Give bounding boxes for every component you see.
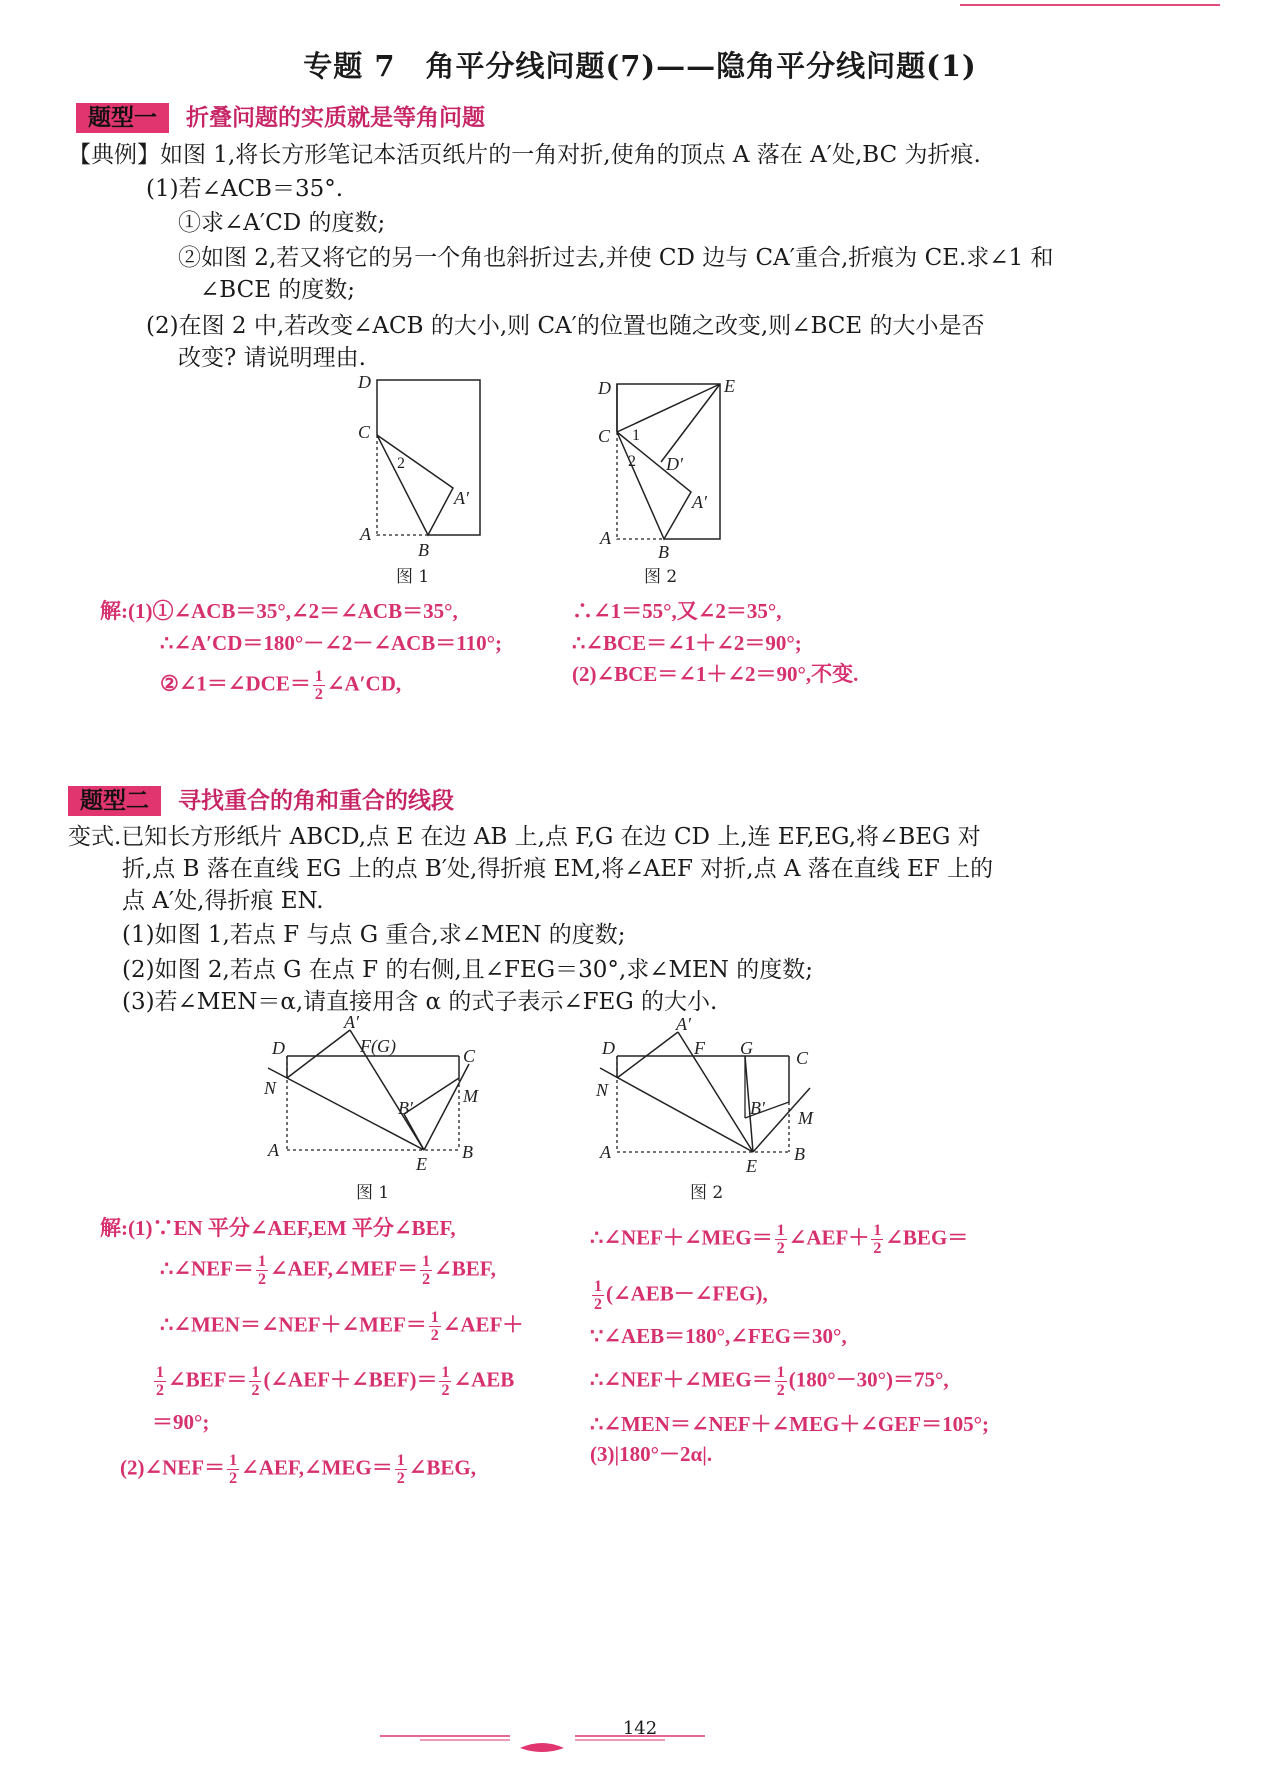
v-fig1-label: M	[463, 1086, 478, 1106]
fig2-label: 1	[632, 427, 640, 444]
page-title: 专题 7 角平分线问题(7)——隐角平分线问题(1)	[303, 49, 977, 83]
fig1-caption: 图 1	[396, 567, 430, 587]
figure-2-fold	[594, 370, 764, 570]
v-fig2-label: A	[600, 1142, 611, 1162]
s2-line: (2)如图 2,若点 G 在点 F 的右侧,且∠FEG＝30°,求∠MEN 的度数;	[122, 957, 813, 983]
s2-line: (1)如图 1,若点 F 与点 G 重合,求∠MEN 的度数;	[122, 922, 626, 948]
v-fig2-label: D	[602, 1038, 615, 1058]
s2-solution-line: (2)∠NEF＝ $\frac{1}{2}$ ∠AEF,∠MEG＝ $\frac{1}{2}$ ∠BEG,	[120, 1452, 476, 1487]
s2-line: (3)若∠MEN＝α,请直接用含 α 的式子表示∠FEG 的大小.	[122, 989, 718, 1015]
section2-heading: 寻找重合的角和重合的线段	[178, 787, 454, 814]
s1-line: (1)若∠ACB＝35°.	[146, 176, 344, 202]
s1-line: 【典例】如图 1,将长方形笔记本活页纸片的一角对折,使角的顶点 A 落在 A′处,BC 为折痕.	[68, 142, 981, 168]
v-fig2-label: C	[796, 1048, 809, 1068]
s1-solution-line: 解:(1)①∠ACB＝35°,∠2＝∠ACB＝35°,	[100, 599, 458, 623]
s1-line: 改变? 请说明理由.	[178, 345, 366, 371]
s2-solution-line: ∴∠MEN＝∠NEF＋∠MEF＝ $\frac{1}{2}$ ∠AEF＋	[160, 1309, 524, 1344]
s2-solution-line: 解:(1)∵EN 平分∠AEF,EM 平分∠BEF,	[100, 1216, 456, 1240]
fig2-label: B	[658, 542, 669, 562]
s2-solution-line: ∴∠NEF＋∠MEG＝ $\frac{1}{2}$ ∠AEF＋ $\frac{1}{2}$ ∠BEG＝	[590, 1222, 969, 1257]
v-fig2-label: B′	[750, 1098, 765, 1118]
v-fig2-label: E	[746, 1156, 757, 1176]
section2-badge: 题型二	[68, 786, 161, 816]
v-fig1-label: N	[264, 1078, 277, 1098]
s1-line: ①求∠A′CD 的度数;	[178, 210, 386, 236]
figure-2-variant	[590, 1014, 830, 1178]
fig2-label: 2	[628, 453, 636, 470]
s2-solution-line: (3)|180°－2α|.	[590, 1442, 713, 1466]
v-fig2-label: A′	[676, 1014, 691, 1034]
s2-solution-line: $\frac{1}{2}$ (∠AEB－∠FEG),	[594, 1278, 768, 1313]
v-fig1-caption: 图 1	[356, 1183, 390, 1203]
s2-solution-line: ∵∠AEB＝180°,∠FEG＝30°,	[590, 1324, 847, 1348]
s2-solution-line: ∴∠NEF＝ $\frac{1}{2}$ ∠AEF,∠MEF＝ $\frac{1}{2}$ ∠BEF,	[160, 1253, 496, 1288]
s2-line: 变式.已知长方形纸片 ABCD,点 E 在边 AB 上,点 F,G 在边 CD 上,连 EF,EG,将∠BEG 对	[68, 824, 981, 850]
s2-solution-line: ∴∠MEN＝∠NEF＋∠MEG＋∠GEF＝105°;	[590, 1412, 989, 1436]
s1-solution-line: ∴∠1＝55°,又∠2＝35°,	[572, 599, 782, 623]
v-fig2-caption: 图 2	[690, 1183, 724, 1203]
fig1-label: B	[418, 540, 429, 560]
fig1-label: D	[358, 372, 371, 392]
v-fig1-label: B′	[398, 1098, 413, 1118]
v-fig1-label: E	[416, 1154, 427, 1174]
fig1-label: C	[358, 422, 371, 442]
v-fig1-label: C	[463, 1046, 476, 1066]
figure-1-variant	[256, 1012, 496, 1178]
s1-solution-line: ②∠1＝∠DCE＝ $\frac{1}{2}$ ∠A′CD,	[160, 668, 402, 703]
s2-solution-line: $\frac{1}{2}$ ∠BEF＝ $\frac{1}{2}$ (∠AEF＋∠BEF)＝ $\frac{1}{2}$ ∠AEB	[156, 1364, 515, 1399]
fig1-label: A′	[454, 488, 469, 508]
v-fig1-label: B	[462, 1142, 473, 1162]
fraction-half: $\frac{1}{2}$	[314, 668, 323, 703]
fig2-label: A′	[692, 492, 707, 512]
v-fig1-label: A	[268, 1140, 279, 1160]
v-fig2-label: F	[694, 1038, 705, 1058]
s1-solution-line: (2)∠BCE＝∠1＋∠2＝90°,不变.	[572, 662, 859, 686]
s1-line: ②如图 2,若又将它的另一个角也斜折过去,并使 CD 边与 CA′重合,折痕为 CE.求∠1 和	[178, 245, 1054, 271]
fig2-label: A	[600, 528, 611, 548]
fig2-label: D′	[666, 454, 683, 474]
section1-badge: 题型一	[76, 103, 169, 133]
page-number: 142	[622, 1718, 658, 1739]
s1-line: ∠BCE 的度数;	[200, 277, 356, 303]
s2-line: 折,点 B 落在直线 EG 上的点 B′处,得折痕 EM,将∠AEF 对折,点 A 落在直线 EF 上的	[122, 856, 994, 882]
s1-solution-line: ∴∠BCE＝∠1＋∠2＝90°;	[572, 631, 802, 655]
v-fig1-label: A′	[344, 1012, 359, 1032]
fig2-caption: 图 2	[644, 567, 678, 587]
v-fig2-label: M	[798, 1108, 813, 1128]
fig1-label: A	[360, 524, 371, 544]
v-fig2-label: B	[794, 1144, 805, 1164]
v-fig2-label: G	[740, 1038, 753, 1058]
top-decor-rule	[960, 4, 1220, 6]
fig2-label: C	[598, 426, 611, 446]
fig2-label: D	[598, 378, 611, 398]
v-fig2-label: N	[596, 1080, 609, 1100]
s2-line: 点 A′处,得折痕 EN.	[122, 888, 324, 914]
section1-heading: 折叠问题的实质就是等角问题	[186, 104, 485, 131]
s1-solution-line: ∴∠A′CD＝180°－∠2－∠ACB＝110°;	[160, 631, 503, 655]
fig2-label: E	[724, 376, 735, 396]
v-fig1-label: F(G)	[360, 1036, 396, 1056]
s1-line: (2)在图 2 中,若改变∠ACB 的大小,则 CA′的位置也随之改变,则∠BCE 的大小是否	[146, 313, 985, 339]
s2-solution-line: ＝90°;	[152, 1410, 210, 1434]
fig1-label: 2	[397, 455, 405, 472]
figure-1-fold	[350, 370, 520, 570]
v-fig1-label: D	[272, 1038, 285, 1058]
s2-solution-line: ∴∠NEF＋∠MEG＝ $\frac{1}{2}$ (180°－30°)＝75°,	[590, 1364, 949, 1399]
